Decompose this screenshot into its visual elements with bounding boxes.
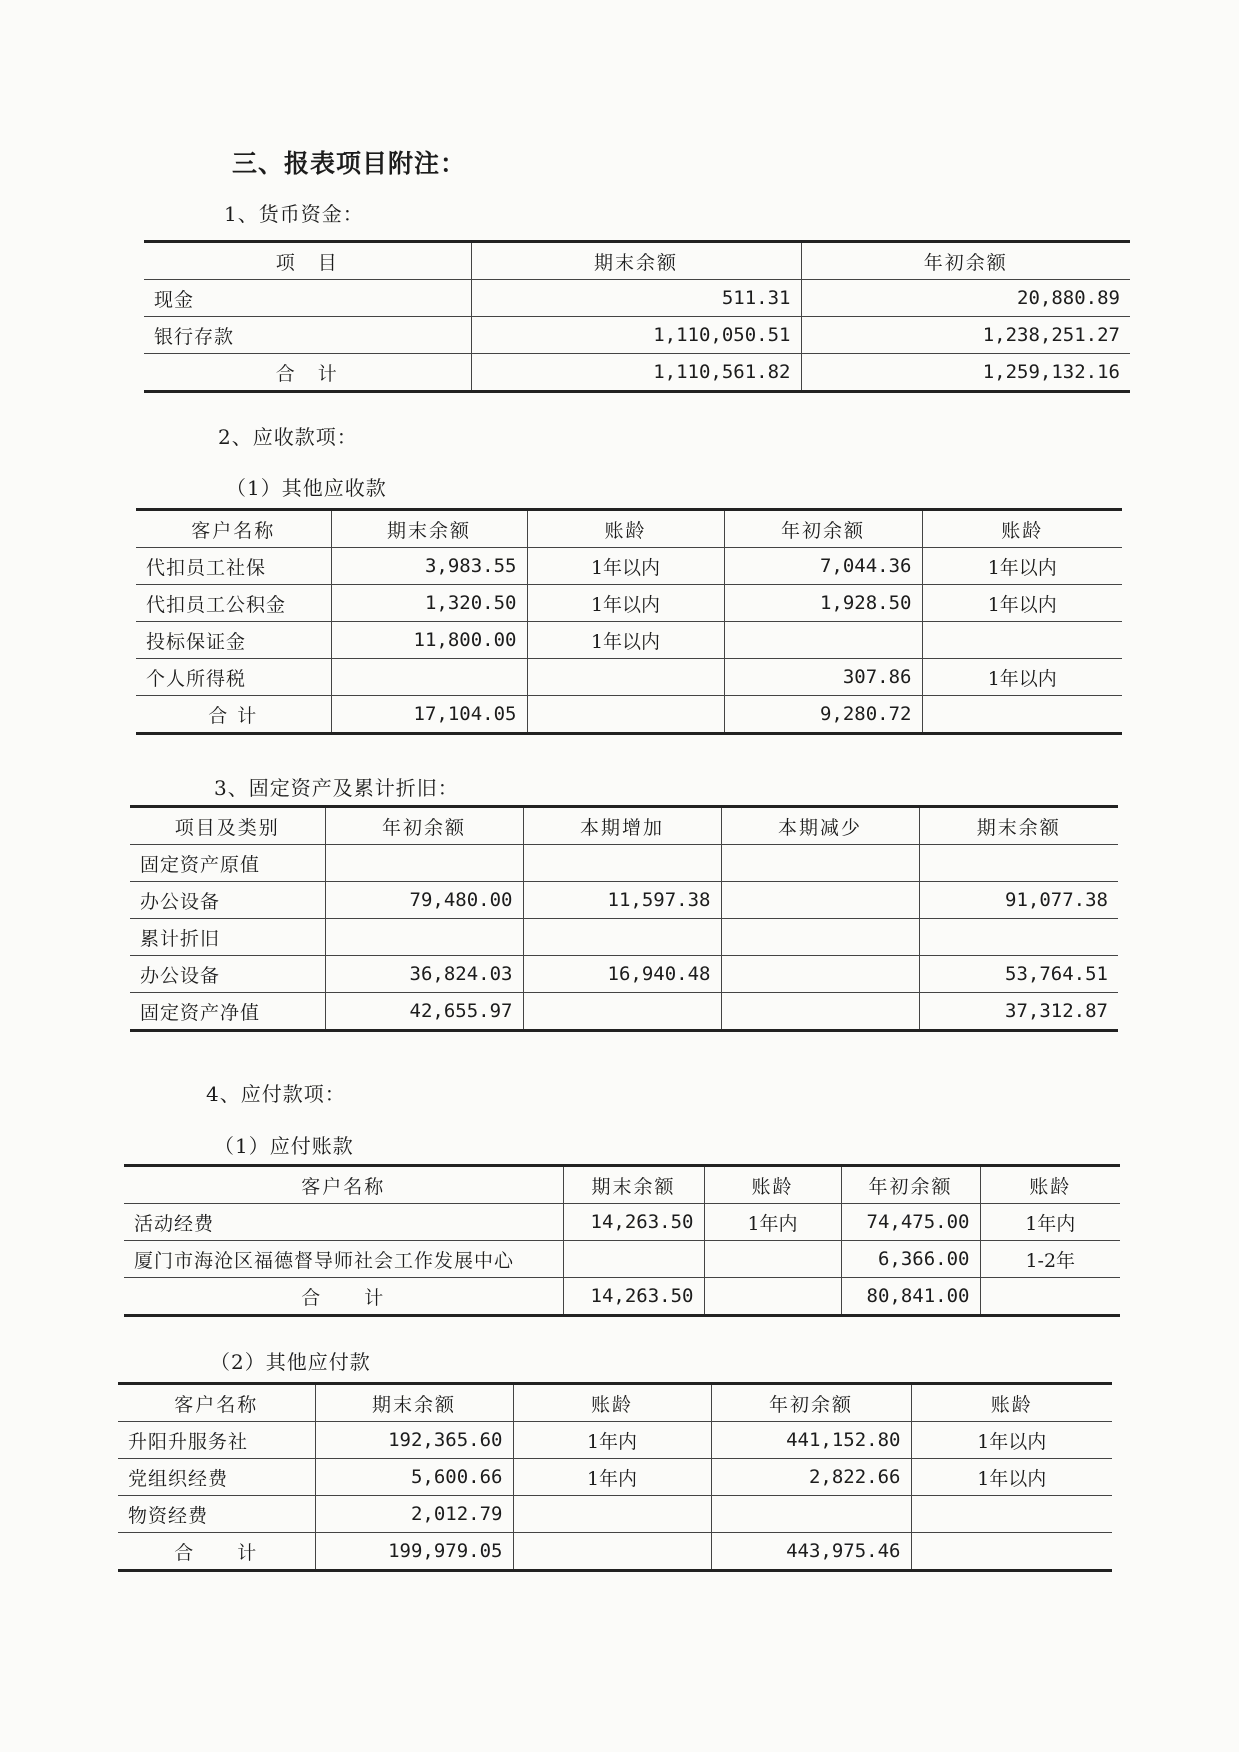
header-cell: 年初余额 — [841, 1166, 980, 1204]
cell-value: 1,110,050.51 — [471, 317, 801, 354]
cell-value — [527, 659, 724, 696]
row-label: 办公设备 — [130, 956, 325, 993]
row-label: 现金 — [144, 280, 471, 317]
cell-value — [721, 919, 919, 956]
cell-value — [980, 1278, 1120, 1316]
header-cell: 账龄 — [980, 1166, 1120, 1204]
cell-value — [721, 845, 919, 882]
cell-value: 1年内 — [513, 1459, 711, 1496]
cell-value — [563, 1241, 704, 1278]
table-row — [136, 659, 1122, 696]
header-cell: 期末余额 — [471, 242, 801, 280]
cell-value — [523, 919, 721, 956]
table-row — [144, 317, 1130, 354]
cell-value — [721, 993, 919, 1031]
header-cell: 本期增加 — [523, 807, 721, 845]
cell-value — [721, 882, 919, 919]
table-row — [124, 1204, 1120, 1241]
other-payables-table — [118, 1382, 1112, 1572]
cell-value: 1年内 — [513, 1422, 711, 1459]
header-cell: 年初余额 — [801, 242, 1130, 280]
table-header-row — [136, 510, 1122, 548]
header-cell: 年初余额 — [711, 1384, 911, 1422]
table-total-row — [124, 1278, 1120, 1316]
cell-value: 37,312.87 — [919, 993, 1118, 1031]
cell-value: 11,800.00 — [331, 622, 527, 659]
table-row — [144, 280, 1130, 317]
cell-value: 36,824.03 — [325, 956, 523, 993]
cell-value: 79,480.00 — [325, 882, 523, 919]
cell-value — [919, 919, 1118, 956]
header-cell: 期末余额 — [919, 807, 1118, 845]
cell-value: 1,320.50 — [331, 585, 527, 622]
table-row — [136, 585, 1122, 622]
cell-value: 1年以内 — [911, 1422, 1112, 1459]
cell-value: 53,764.51 — [919, 956, 1118, 993]
cell-value — [711, 1496, 911, 1533]
cell-value: 1年以内 — [527, 622, 724, 659]
cell-value — [523, 845, 721, 882]
header-cell: 账龄 — [704, 1166, 841, 1204]
header-cell: 期末余额 — [331, 510, 527, 548]
table-row — [130, 882, 1118, 919]
cell-value — [325, 919, 523, 956]
row-label: 合 计 — [136, 696, 331, 734]
table-total-row — [118, 1533, 1112, 1571]
table-row — [130, 845, 1118, 882]
row-label: 固定资产原值 — [130, 845, 325, 882]
cell-value — [911, 1496, 1112, 1533]
row-label: 银行存款 — [144, 317, 471, 354]
cell-value — [704, 1241, 841, 1278]
row-label: 固定资产净值 — [130, 993, 325, 1031]
row-label: 升阳升服务社 — [118, 1422, 315, 1459]
cell-value: 1,259,132.16 — [801, 354, 1130, 392]
cell-value: 6,366.00 — [841, 1241, 980, 1278]
row-label: 投标保证金 — [136, 622, 331, 659]
cash-table — [144, 240, 1130, 393]
row-label: 合 计 — [118, 1533, 315, 1571]
header-cell: 账龄 — [513, 1384, 711, 1422]
cell-value: 42,655.97 — [325, 993, 523, 1031]
cell-value: 307.86 — [724, 659, 922, 696]
fixed-assets-title: 3、固定资产及累计折旧： — [214, 776, 459, 800]
table-row — [136, 548, 1122, 585]
header-cell: 客户名称 — [174, 1393, 259, 1416]
cell-value — [513, 1533, 711, 1571]
cell-value — [919, 845, 1118, 882]
cell-value — [922, 696, 1122, 734]
cell-value: 1年内 — [704, 1204, 841, 1241]
receivables-title: 2、应收款项： — [218, 425, 358, 449]
cell-value — [527, 696, 724, 734]
cell-value: 1,238,251.27 — [801, 317, 1130, 354]
cell-value: 192,365.60 — [315, 1422, 513, 1459]
section-heading: 三、报表项目附注： — [232, 149, 467, 178]
cell-value: 3,983.55 — [331, 548, 527, 585]
cell-value — [523, 993, 721, 1031]
table-row — [130, 919, 1118, 956]
table-header-row — [124, 1166, 1120, 1204]
cell-value: 11,597.38 — [523, 882, 721, 919]
cell-value — [331, 659, 527, 696]
table-row — [130, 956, 1118, 993]
header-cell: 项 目 — [275, 251, 339, 274]
header-cell: 期末余额 — [563, 1166, 704, 1204]
row-label: 活动经费 — [124, 1204, 563, 1241]
cell-value: 1年以内 — [922, 585, 1122, 622]
header-cell: 年初余额 — [724, 510, 922, 548]
header-cell: 账龄 — [922, 510, 1122, 548]
row-label: 代扣员工公积金 — [136, 585, 331, 622]
cell-value: 9,280.72 — [724, 696, 922, 734]
header-cell: 项目及类别 — [174, 816, 280, 839]
cell-value: 443,975.46 — [711, 1533, 911, 1571]
header-cell: 本期减少 — [721, 807, 919, 845]
cell-value: 20,880.89 — [801, 280, 1130, 317]
table-row — [130, 993, 1118, 1031]
cell-value: 2,822.66 — [711, 1459, 911, 1496]
cell-value: 1年以内 — [922, 659, 1122, 696]
table-header-row — [118, 1384, 1112, 1422]
row-label: 物资经费 — [118, 1496, 315, 1533]
table-total-row — [136, 696, 1122, 734]
row-label: 党组织经费 — [118, 1459, 315, 1496]
row-label: 合 计 — [144, 354, 471, 392]
cell-value: 1年以内 — [527, 548, 724, 585]
cell-value: 1,110,561.82 — [471, 354, 801, 392]
header-cell: 客户名称 — [191, 519, 276, 542]
cell-value — [325, 845, 523, 882]
cell-value: 17,104.05 — [331, 696, 527, 734]
payables-subtitle: （1）应付账款 — [214, 1134, 354, 1158]
row-label: 代扣员工社保 — [136, 548, 331, 585]
cell-value: 1,928.50 — [724, 585, 922, 622]
table-row — [118, 1459, 1112, 1496]
cell-value: 2,012.79 — [315, 1496, 513, 1533]
cell-value: 1年以内 — [911, 1459, 1112, 1496]
cell-value: 7,044.36 — [724, 548, 922, 585]
table-header-row — [144, 242, 1130, 280]
table-header-row — [130, 807, 1118, 845]
row-label: 办公设备 — [130, 882, 325, 919]
cell-value — [513, 1496, 711, 1533]
table-row — [124, 1241, 1120, 1278]
receivables-subtitle: （1）其他应收款 — [226, 476, 387, 500]
cell-value — [911, 1533, 1112, 1571]
fixed-assets-table — [130, 805, 1118, 1032]
cell-value — [721, 956, 919, 993]
row-label: 累计折旧 — [130, 919, 325, 956]
cell-value: 16,940.48 — [523, 956, 721, 993]
row-label: 厦门市海沧区福德督导师社会工作发展中心 — [124, 1241, 563, 1278]
cell-value: 1年以内 — [922, 548, 1122, 585]
row-label: 个人所得税 — [136, 659, 331, 696]
header-cell: 客户名称 — [301, 1175, 386, 1198]
row-label: 合 计 — [124, 1278, 563, 1316]
payables-title: 4、应付款项： — [206, 1082, 346, 1106]
cell-value: 14,263.50 — [563, 1278, 704, 1316]
table-row — [118, 1422, 1112, 1459]
cell-value: 1年以内 — [527, 585, 724, 622]
cell-value — [724, 622, 922, 659]
cell-value — [704, 1278, 841, 1316]
header-cell: 账龄 — [527, 510, 724, 548]
other-receivables-table — [136, 508, 1122, 735]
header-cell: 期末余额 — [315, 1384, 513, 1422]
header-cell: 年初余额 — [325, 807, 523, 845]
other-payables-subtitle: （2）其他应付款 — [210, 1350, 371, 1374]
cell-value: 80,841.00 — [841, 1278, 980, 1316]
cell-value: 91,077.38 — [919, 882, 1118, 919]
cell-value: 5,600.66 — [315, 1459, 513, 1496]
table-row — [118, 1496, 1112, 1533]
cell-value: 511.31 — [471, 280, 801, 317]
cell-value: 74,475.00 — [841, 1204, 980, 1241]
cash-title: 1、货币资金： — [224, 202, 364, 226]
cell-value: 1年内 — [980, 1204, 1120, 1241]
header-cell: 账龄 — [911, 1384, 1112, 1422]
cell-value: 441,152.80 — [711, 1422, 911, 1459]
table-total-row — [144, 354, 1130, 392]
cell-value: 199,979.05 — [315, 1533, 513, 1571]
cell-value: 14,263.50 — [563, 1204, 704, 1241]
cell-value: 1-2年 — [980, 1241, 1120, 1278]
table-row — [136, 622, 1122, 659]
accounts-payable-table — [124, 1164, 1120, 1317]
cell-value — [922, 622, 1122, 659]
